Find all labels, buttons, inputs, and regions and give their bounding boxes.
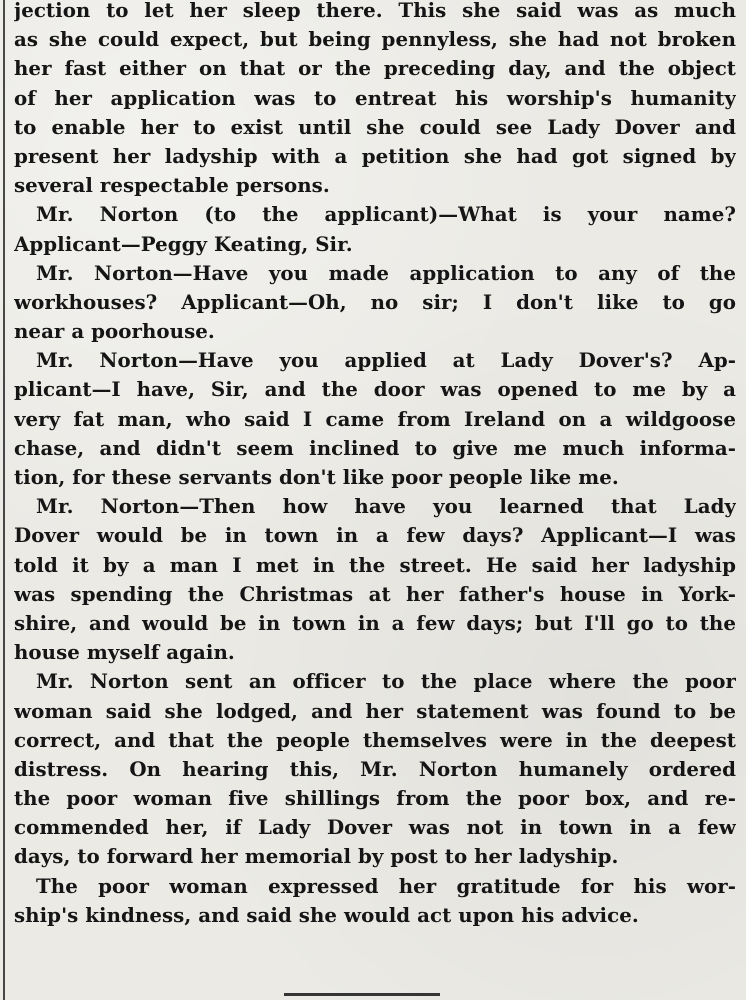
article-line-20: told it by a man I met in the street. He said her ladyship [14,552,736,577]
article-line-1: jection to let her sleep there. This she said was as much [14,0,736,22]
article-line-19: Dover would be in town in a few days? Applicant—I was [14,523,736,548]
article-line-5: to enable her to exist until she could see Lady Dover and [14,114,736,139]
article-line-25: woman said she lodged, and her statement was found to be [14,698,736,723]
article-line-16: chase, and didn't seem inclined to give me much informa- [14,435,736,460]
article-line-23: house myself again. [14,640,235,665]
article-line-18: Mr. Norton—Then how have you learned that Lady [36,494,736,519]
article-line-29: commended her, if Lady Dover was not in town in a few [14,815,736,840]
left-column-rule [3,0,5,1000]
article-line-9: Applicant—Peggy Keating, Sir. [14,231,353,256]
article-line-10: Mr. Norton—Have you made application to any of the [36,260,736,285]
article-line-27: distress. On hearing this, Mr. Norton humanely ordered [14,756,736,781]
article-line-28: the poor woman five shillings from the poor box, and re- [14,786,736,811]
article-line-30: days, to forward her memorial by post to her ladyship. [14,844,619,869]
article-line-13: Mr. Norton—Have you applied at Lady Dover's? Ap- [36,348,736,373]
article-line-7: several respectable persons. [14,173,330,198]
article-line-22: shire, and would be in town in a few days; but I'll go to the [14,610,736,635]
article-line-26: correct, and that the people themselves were in the deepest [14,727,736,752]
article-line-4: of her application was to entreat his worship's humanity [14,85,736,110]
article-line-17: tion, for these servants don't like poor people like me. [14,465,619,489]
article-line-21: was spending the Christmas at her father's house in York- [14,581,736,606]
article-line-8: Mr. Norton (to the applicant)—What is your name? [36,202,736,227]
article-line-31: The poor woman expressed her gratitude for his wor- [36,873,736,898]
article-line-15: very fat man, who said I came from Ireland on a wildgoose [14,406,736,431]
article-line-6: present her ladyship with a petition she had got signed by [14,143,736,168]
article-line-12: near a poorhouse. [14,319,215,344]
article-line-24: Mr. Norton sent an officer to the place where the poor [36,669,736,694]
article-line-3: her fast either on that or the preceding day, and the object [14,56,736,81]
bottom-rule [284,993,440,996]
article-line-2: as she could expect, but being pennyless, she had not broken [14,27,736,52]
article-text [14,0,736,930]
article-line-11: workhouses? Applicant—Oh, no sir; I don't like to go [14,289,736,314]
article-line-14: plicant—I have, Sir, and the door was opened to me by a [14,377,736,402]
article-line-32: ship's kindness, and said she would act upon his advice. [14,902,639,927]
